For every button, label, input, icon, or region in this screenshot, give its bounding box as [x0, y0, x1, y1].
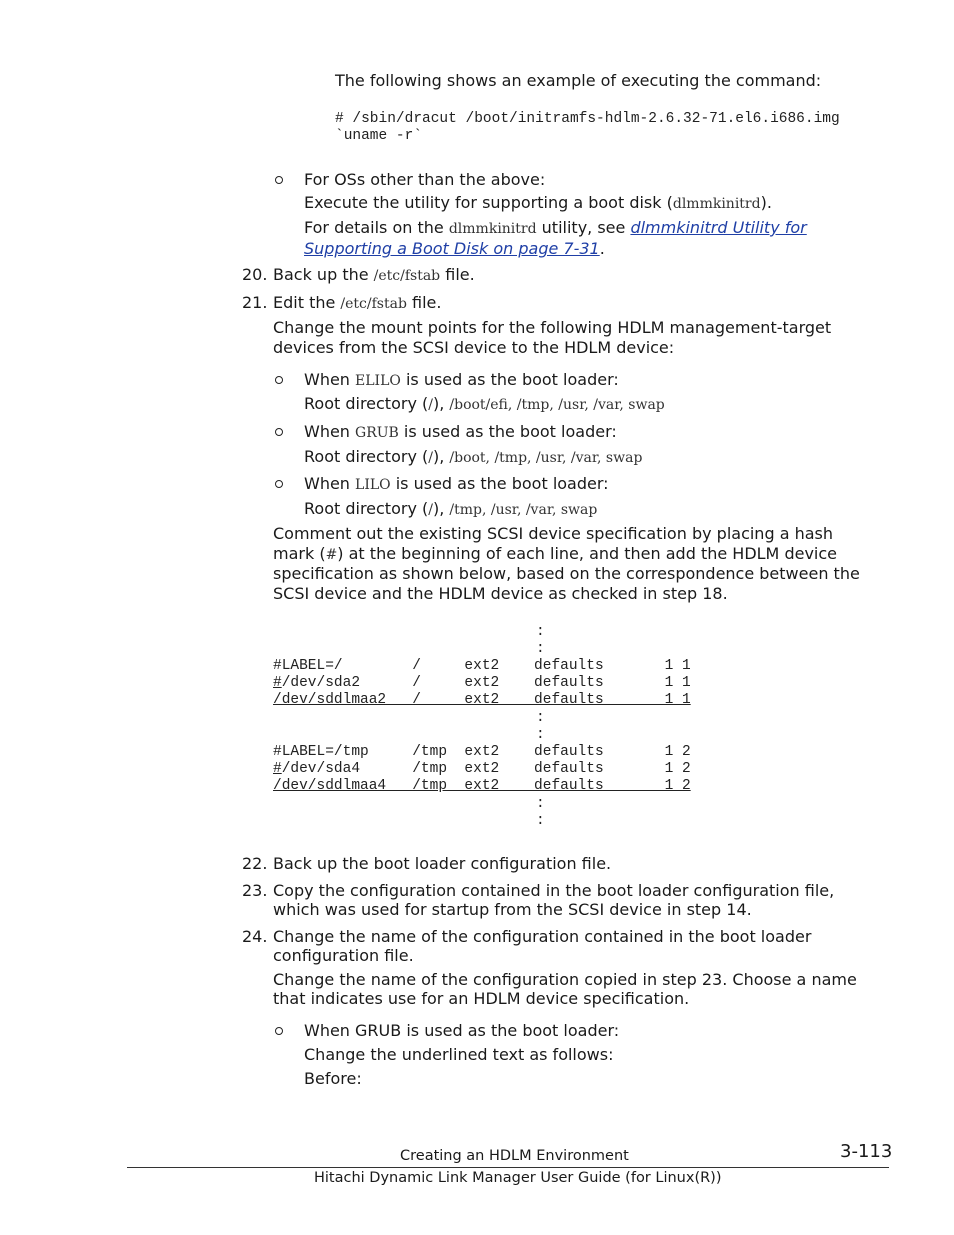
other-os-title: For OSs other than the above: [304, 170, 546, 189]
step-21-desc-2: devices from the SCSI device to the HDLM device: [273, 338, 675, 357]
fstab-ellipsis: : [536, 710, 545, 726]
step-21-text: Edit the /etc/fstab file. [273, 293, 442, 312]
step-24-change: Change the underlined text as follows: [304, 1045, 614, 1064]
other-os-exec: Execute the utility for supporting a boot disk (dlmmkinitrd). [304, 193, 772, 212]
step-22-text: Back up the boot loader configuration file. [273, 854, 612, 873]
bullet-icon [275, 376, 283, 384]
command-line-2: `uname -r` [335, 128, 423, 144]
comment-line-4: SCSI device and the HDLM device as checked in step 18. [273, 584, 728, 603]
step-21-desc-1: Change the mount points for the following HDLM management-target [273, 318, 832, 337]
fstab-ellipsis: : [536, 641, 545, 657]
bullet-icon [275, 480, 283, 488]
grub-dirs: Root directory (/), /boot, /tmp, /usr, /var, swap [304, 447, 643, 466]
bullet-icon [275, 1027, 283, 1035]
bullet-icon [275, 176, 283, 184]
bullet-icon [275, 428, 283, 436]
step-24-grub: When GRUB is used as the boot loader: [304, 1021, 620, 1040]
fstab-line-hdlm: /dev/sddlmaa4 /tmp ext2 defaults 1 2 [273, 778, 691, 794]
step-24-line-2: configuration file. [273, 946, 414, 965]
comment-line-3: specification as shown below, based on the correspondence between the [273, 564, 860, 583]
intro-text: The following shows an example of executing the command: [335, 71, 822, 90]
comment-line-1: Comment out the existing SCSI device specification by placing a hash [273, 524, 833, 543]
command-line-1: # /sbin/dracut /boot/initramfs-hdlm-2.6.32-71.el6.i686.img [335, 111, 840, 127]
step-21-number: 21. [242, 293, 268, 312]
grub-title: When GRUB is used as the boot loader: [304, 422, 617, 441]
step-24-line-1: Change the name of the configuration contained in the boot loader [273, 927, 812, 946]
fstab-ellipsis: : [536, 624, 545, 640]
fstab-ellipsis: : [536, 796, 545, 812]
elilo-dirs: Root directory (/), /boot/efi, /tmp, /usr, /var, swap [304, 394, 665, 413]
dlmmkinitrd-link[interactable]: dlmmkinitrd Utility for [630, 218, 807, 237]
step-24-before: Before: [304, 1069, 362, 1088]
step-20-number: 20. [242, 265, 268, 284]
step-20-text: Back up the /etc/fstab file. [273, 265, 475, 284]
fstab-ellipsis: : [536, 727, 545, 743]
fstab-line: #LABEL=/tmp /tmp ext2 defaults 1 2 [273, 744, 691, 760]
fstab-line-hdlm: /dev/sddlmaa2 / ext2 defaults 1 1 [273, 692, 691, 708]
fstab-ellipsis: : [536, 813, 545, 829]
page-number: 3-113 [840, 1141, 893, 1162]
step-23-line-2: which was used for startup from the SCSI device in step 14. [273, 900, 752, 919]
fstab-line: #LABEL=/ / ext2 defaults 1 1 [273, 658, 691, 674]
dlmmkinitrd-link-cont[interactable]: Supporting a Boot Disk on page 7-31 [304, 239, 600, 258]
footer-book-title: Hitachi Dynamic Link Manager User Guide (for Linux(R)) [314, 1170, 722, 1186]
other-os-link-line2: Supporting a Boot Disk on page 7-31. [304, 239, 605, 258]
fstab-line: #/dev/sda4 /tmp ext2 defaults 1 2 [273, 761, 691, 777]
other-os-details: For details on the dlmmkinitrd utility, see dlmmkinitrd Utility for [304, 218, 807, 237]
elilo-title: When ELILO is used as the boot loader: [304, 370, 619, 389]
lilo-title: When LILO is used as the boot loader: [304, 474, 609, 493]
step-24-desc-1: Change the name of the configuration copied in step 23. Choose a name [273, 970, 857, 989]
fstab-line: #/dev/sda2 / ext2 defaults 1 1 [273, 675, 691, 691]
comment-line-2: mark (#) at the beginning of each line, and then add the HDLM device [273, 544, 837, 563]
step-23-line-1: Copy the configuration contained in the boot loader configuration file, [273, 881, 835, 900]
step-24-number: 24. [242, 927, 268, 946]
step-23-number: 23. [242, 881, 268, 900]
lilo-dirs: Root directory (/), /tmp, /usr, /var, swap [304, 499, 598, 518]
step-24-desc-2: that indicates use for an HDLM device specification. [273, 989, 690, 1008]
footer-section-title: Creating an HDLM Environment [400, 1148, 629, 1164]
step-22-number: 22. [242, 854, 268, 873]
